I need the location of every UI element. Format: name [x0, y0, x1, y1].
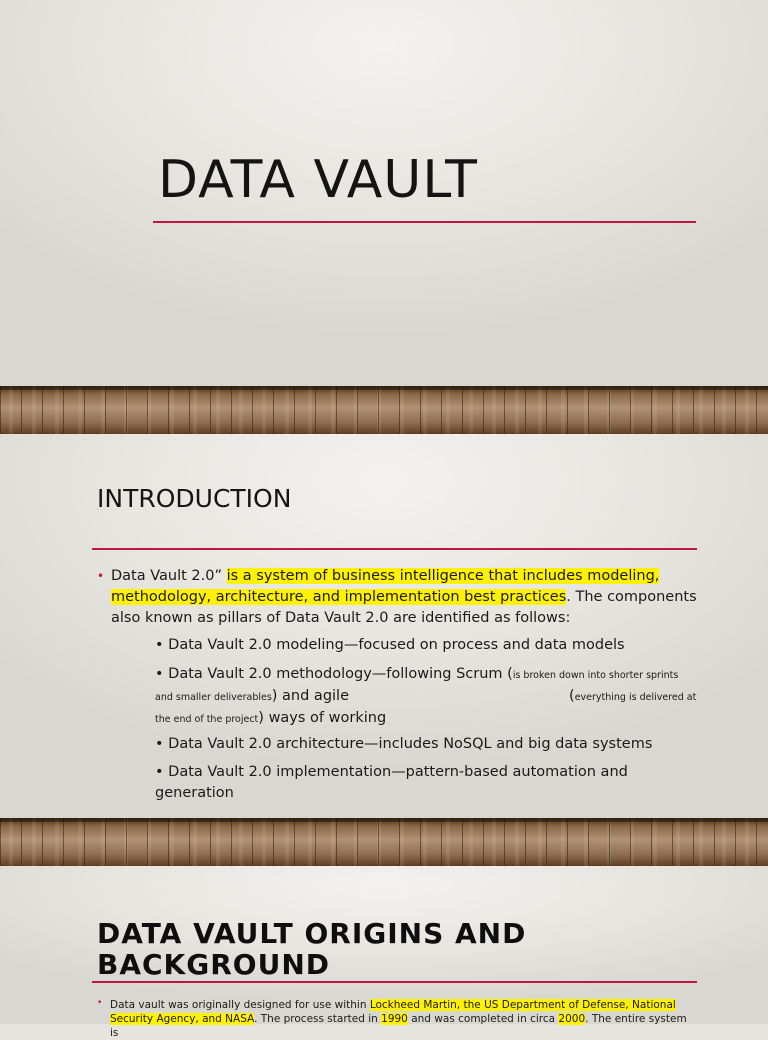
- slide-title[interactable]: [0, 0, 768, 386]
- intro-bullet: [97, 566, 697, 629]
- pillar-architecture: • Data Vault 2.0 architecture—includes NoSQL and big data systems: [155, 736, 653, 752]
- introduction-heading: INTRODUCTION: [97, 484, 292, 513]
- slide-title-heading: DATA VAULT: [158, 150, 478, 210]
- methodology-scrum-note: is broken down into shorter sprints and smaller deliverables: [155, 670, 679, 703]
- origins-highlight-start-year: 1990: [381, 1013, 408, 1025]
- origins-text-3: and was completed in circa: [407, 1013, 559, 1025]
- origins-text-2: . The process started in: [254, 1013, 382, 1025]
- bullet-marker: •: [97, 569, 105, 583]
- origins-highlight-orgs: Lockheed Martin, the US Department of Defense, National Security Agency, and NASA: [110, 999, 676, 1025]
- methodology-main-text: • Data Vault 2.0 methodology—following Scrum (: [155, 666, 513, 682]
- title-underline: [153, 221, 696, 223]
- introduction-underline: [92, 548, 697, 550]
- origins-bullet: [110, 998, 690, 1040]
- methodology-paren-text: (: [569, 688, 575, 704]
- slide-floor-divider: [0, 818, 768, 866]
- slide-floor-divider: [0, 386, 768, 434]
- intro-lead-text: Data Vault 2.0”: [111, 568, 227, 584]
- origins-text-1: Data vault was originally designed for use within: [110, 999, 370, 1011]
- bullet-marker: •: [97, 998, 103, 1008]
- methodology-agile-text: ) and agile: [271, 688, 350, 704]
- origins-heading: DATA VAULT ORIGINS AND BACKGROUND: [97, 917, 527, 981]
- pillar-implementation: • Data Vault 2.0 implementation—pattern-based automation and generation: [155, 764, 628, 801]
- origins-text-4: . The entire system is: [110, 1013, 687, 1039]
- intro-highlighted-text: is a system of business intelligence that includes modeling, methodology, architecture, and implementation best practices: [111, 568, 660, 605]
- methodology-end-text: ) ways of working: [258, 710, 387, 726]
- pillar-methodology: [97, 664, 697, 730]
- slide-origins[interactable]: [0, 866, 768, 1039]
- methodology-agile-note: everything is delivered at the end of the project: [155, 692, 697, 725]
- intro-tail-text: . The components also known as pillars of Data Vault 2.0 are identified as follows:: [111, 589, 697, 626]
- slide-introduction[interactable]: [0, 434, 768, 818]
- origins-highlight-end-year: 2000: [558, 1013, 586, 1025]
- pillar-modeling: • Data Vault 2.0 modeling—focused on process and data models: [155, 637, 625, 653]
- origins-underline: [92, 981, 697, 983]
